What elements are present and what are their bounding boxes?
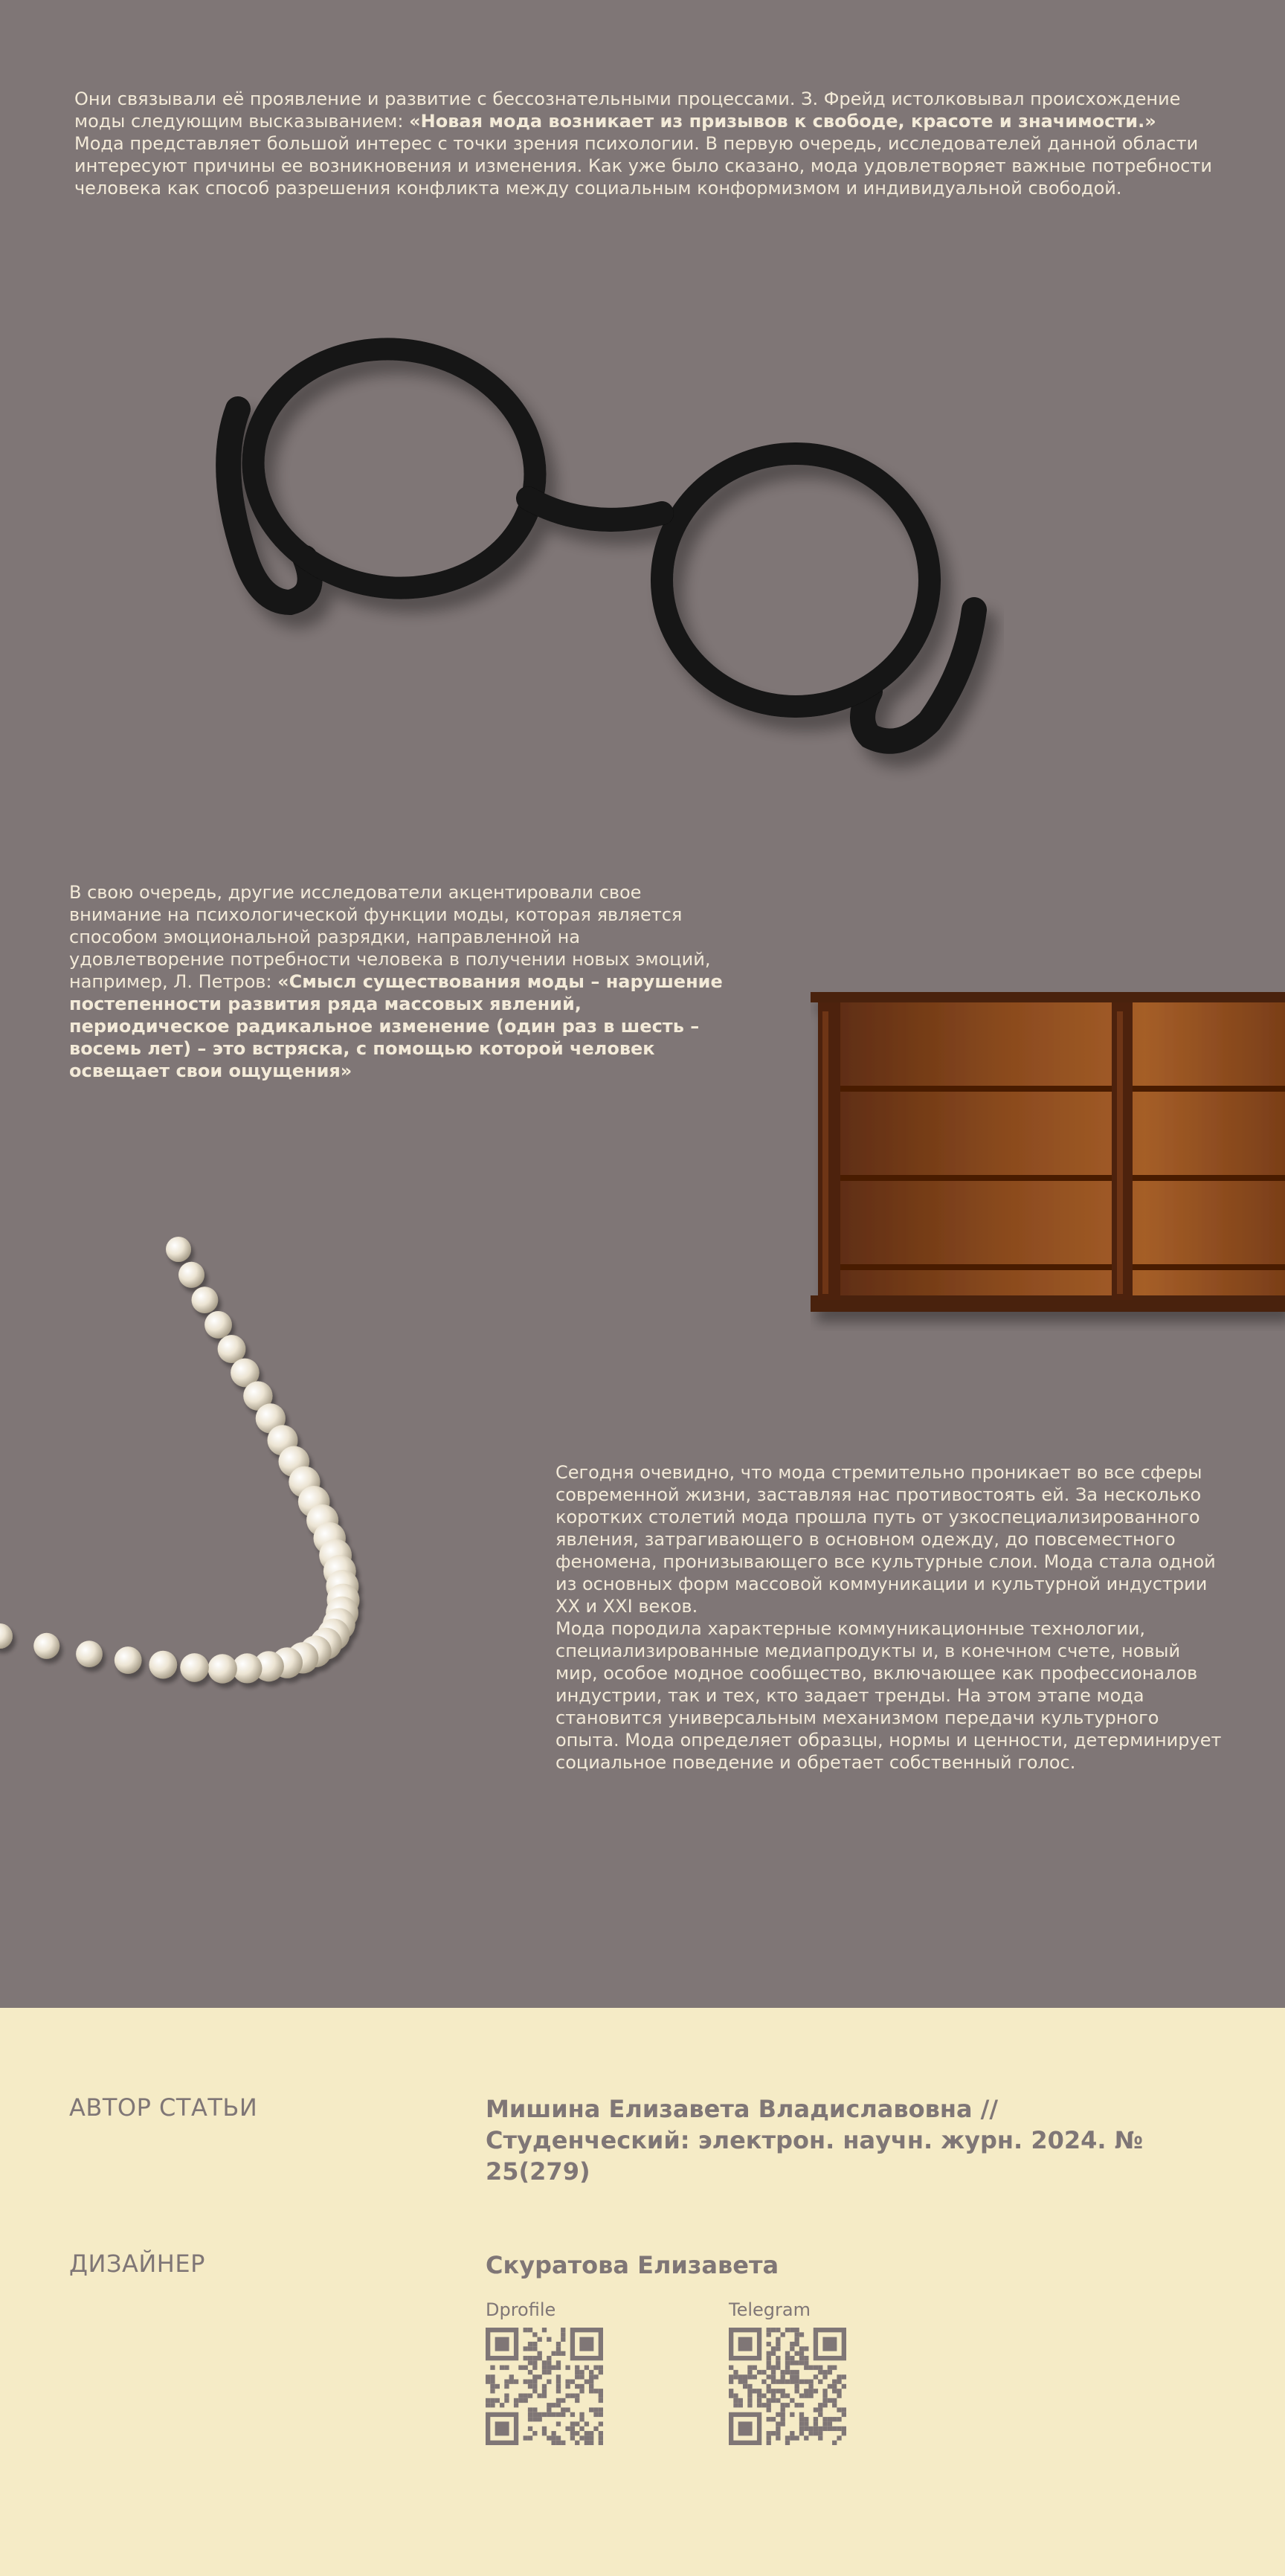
pearl-bead: [149, 1651, 177, 1679]
pearl-bead: [204, 1311, 232, 1339]
petrov-quote: «Смысл существования моды – нарушение постепенности развития ряда массовых явлений, периодическое радикальное изменение (один раз в шесть – восемь лет) – это встряска, с помощью которой человек освещает свои ощущения»: [69, 971, 723, 1081]
dprofile-qr-code-icon[interactable]: [486, 2328, 603, 2445]
dprofile-label: Dprofile: [486, 2299, 556, 2320]
pearl-necklace-illustration: [0, 1220, 446, 1815]
telegram-label: Telegram: [729, 2299, 811, 2320]
freud-quote: «Новая мода возникает из призывов к свободе, красоте и значимости.»: [409, 111, 1156, 132]
closing-text: Сегодня очевидно, что мода стремительно проникает во все сферы современной жизни, заставляя нас противостоять ей. За несколько коротких столетий мода прошла путь от узкоспециализированного явления, затрагивающего в основном одежду, до повсеместного феномена, пронизывающего все культурные слои. Мода стала одной из основных форм массовой коммуникации и культурной индустрии XX и XXI веков.: [555, 1462, 1216, 1617]
bookshelf-illustration: [811, 989, 1285, 1331]
author-value: Мишина Елизавета Владиславовна // Студенческий: электрон. научн. журн. 2024. № 25(279): [486, 2095, 1144, 2186]
pearl-bead: [178, 1262, 204, 1288]
pearl-bead: [0, 1623, 13, 1649]
closing-text-2: Мода породила характерные коммуникационные технологии, специализированные медиапродукты и, в конечном счете, новый мир, особое модное сообщество, включающее как профессионалов индустрии, так и тех, кто задает тренды. На этом этапе мода становится универсальным механизмом передачи культурного опыта. Мода определяет образцы, нормы и ценности, детерминирует социальное поведение и обретает собственный голос.: [555, 1618, 1222, 1773]
pearl-bead: [76, 1640, 103, 1667]
pearl-bead: [115, 1646, 142, 1674]
closing-paragraph: [555, 1461, 1225, 1774]
pearl-bead: [180, 1653, 209, 1682]
glasses-illustration: [216, 320, 1004, 825]
designer-label: ДИЗАЙНЕР: [69, 2250, 205, 2278]
designer-value: Скуратова Елизавета: [486, 2251, 779, 2279]
telegram-qr-code-icon[interactable]: [729, 2328, 846, 2445]
intro-paragraph: [74, 88, 1234, 199]
footer: [0, 2008, 1285, 2576]
middle-paragraph: [69, 881, 724, 1082]
intro-text: Они связывали её проявление и развитие с бессознательными процессами. З. Фрейд истолковывал происхождение моды следующим высказыванием:: [74, 88, 1181, 132]
pearl-bead: [192, 1287, 219, 1313]
pearl-bead: [208, 1654, 237, 1683]
intro-text-2: Мода представляет большой интерес с точки зрения психологии. В первую очередь, исследователей данной области интересуют причины ее возникновения и изменения. Как уже было сказано, мода удовлетворяет важные потребности человека как способ разрешения конфликта между социальным конформизмом и индивидуальной свободой.: [74, 133, 1212, 199]
pearl-bead: [33, 1633, 59, 1659]
author-label: АВТОР СТАТЬИ: [69, 2093, 258, 2122]
middle-text: В свою очередь, другие исследователи акцентировали свое внимание на психологической функции моды, которая является способом эмоциональной разрядки, направленной на удовлетворение потребности человека в получении новых эмоций, например, Л. Петров:: [69, 882, 711, 992]
pearl-bead: [166, 1237, 191, 1262]
